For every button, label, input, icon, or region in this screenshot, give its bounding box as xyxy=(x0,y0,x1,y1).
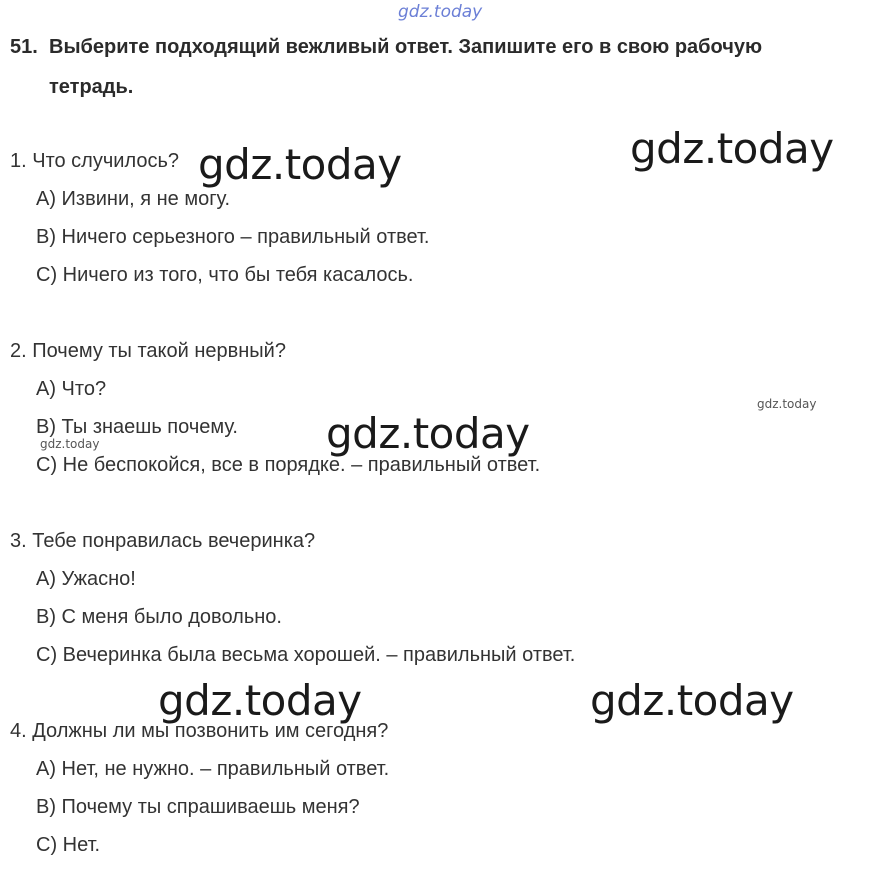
question-1: 1. Что случилось? xyxy=(10,150,180,172)
question-4-answer-b: B) Почему ты спрашиваешь меня? xyxy=(36,796,360,818)
watermark: gdz.today xyxy=(198,140,402,189)
question-2-answer-a: A) Что? xyxy=(36,378,107,400)
watermark-top: gdz.today xyxy=(398,2,483,22)
watermark: gdz.today xyxy=(326,409,530,458)
question-2-answer-b: B) Ты знаешь почему. xyxy=(36,416,238,438)
question-4: 4. Должны ли мы позвонить им сегодня? xyxy=(10,720,389,742)
question-4-answer-c: C) Нет. xyxy=(36,834,101,856)
question-2: 2. Почему ты такой нервный? xyxy=(10,340,286,362)
question-3-answer-c: C) Вечеринка была весьма хорошей. – правильный ответ. xyxy=(36,644,576,666)
task-instruction-line-1: Выберите подходящий вежливый ответ. Запишите его в свою рабочую xyxy=(49,36,763,58)
question-3: 3. Тебе понравилась вечеринка? xyxy=(10,530,316,552)
question-4-answer-a: A) Нет, не нужно. – правильный ответ. xyxy=(36,758,390,780)
question-2-answer-c: C) Не беспокойся, все в порядке. – правильный ответ. xyxy=(36,454,541,476)
question-1-answer-b: B) Ничего серьезного – правильный ответ. xyxy=(36,226,430,248)
watermark: gdz.today xyxy=(158,676,362,725)
watermark-small: gdz.today xyxy=(40,437,100,451)
question-3-answer-b: B) С меня было довольно. xyxy=(36,606,282,628)
task-instruction-line-2: тетрадь. xyxy=(49,76,134,98)
watermark: gdz.today xyxy=(630,124,834,173)
question-1-answer-a: A) Извини, я не могу. xyxy=(36,188,231,210)
question-3-answer-a: A) Ужасно! xyxy=(36,568,136,590)
watermark-small: gdz.today xyxy=(757,397,817,411)
watermark: gdz.today xyxy=(590,676,794,725)
question-1-answer-c: C) Ничего из того, что бы тебя касалось. xyxy=(36,264,414,286)
task-number: 51. xyxy=(10,36,38,58)
